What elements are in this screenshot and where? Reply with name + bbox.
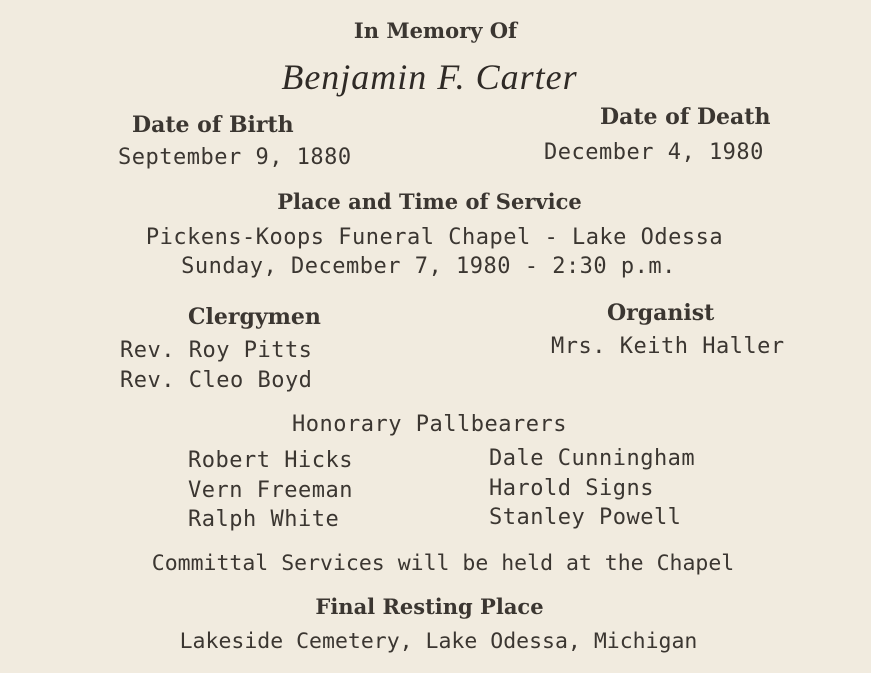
deceased-name: Benjamin F. Carter	[281, 57, 578, 97]
resting-place-label: Final Resting Place	[315, 594, 544, 619]
organist-label: Organist	[607, 300, 715, 326]
pallbearer-left-2: Vern Freeman	[188, 478, 353, 503]
death-label: Date of Death	[600, 104, 771, 130]
birth-date: September 9, 1880	[118, 145, 352, 170]
death-date: December 4, 1980	[544, 140, 764, 165]
service-label: Place and Time of Service	[277, 189, 582, 214]
clergyman-1: Rev. Roy Pitts	[120, 338, 313, 363]
birth-label: Date of Birth	[132, 112, 294, 138]
service-place: Pickens-Koops Funeral Chapel - Lake Odessa	[145, 225, 724, 250]
pallbearer-right-2: Harold Signs	[489, 476, 654, 501]
resting-place: Lakeside Cemetery, Lake Odessa, Michigan	[179, 629, 698, 654]
pallbearers-label: Honorary Pallbearers	[292, 412, 567, 437]
memorial-heading: In Memory Of	[353, 18, 518, 43]
clergyman-2: Rev. Cleo Boyd	[120, 368, 313, 393]
service-time: Sunday, December 7, 1980 - 2:30 p.m.	[181, 254, 676, 279]
committal-note: Committal Services will be held at the Chapel	[151, 551, 735, 576]
pallbearer-right-1: Dale Cunningham	[489, 446, 696, 471]
pallbearer-left-3: Ralph White	[188, 507, 340, 532]
pallbearer-left-1: Robert Hicks	[188, 448, 353, 473]
organist-name: Mrs. Keith Haller	[551, 334, 785, 359]
pallbearer-right-3: Stanley Powell	[489, 505, 682, 530]
clergymen-label: Clergymen	[188, 304, 321, 330]
